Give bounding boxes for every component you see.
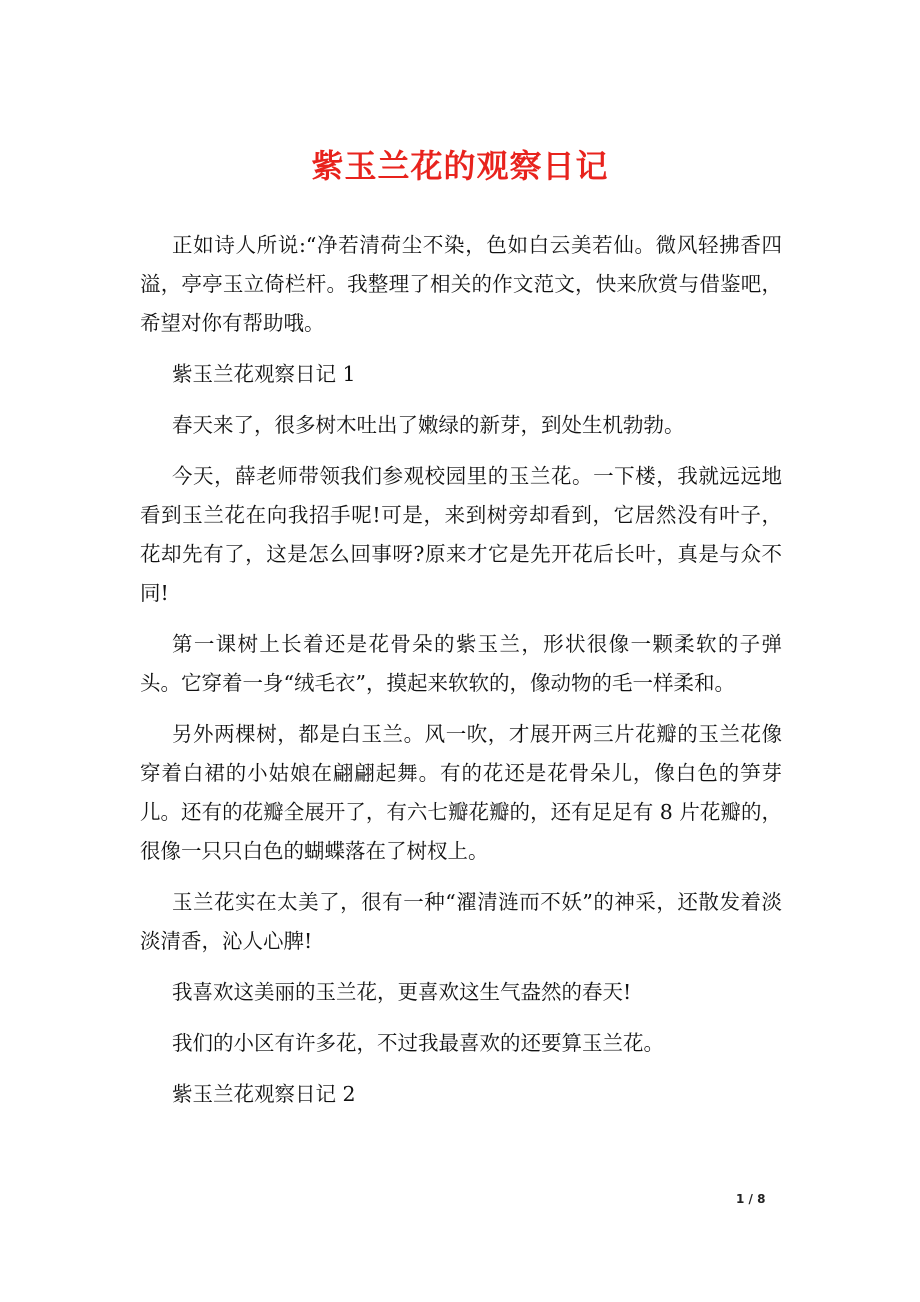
document-title: 紫玉兰花的观察日记 [311,147,609,185]
section-heading: 紫玉兰花观察日记 1 [172,362,356,386]
body-paragraph: 春天来了，很多树木吐出了嫩绿的新芽，到处生机勃勃。 [172,413,685,437]
body-paragraph: 第一课树上长着还是花骨朵的紫玉兰，形状很像一颗柔软的子弹头。它穿着一身“绒毛衣”，摸起来软软的，像动物的毛一样柔和。 [140,632,782,695]
body-paragraph: 我喜欢这美丽的玉兰花，更喜欢这生气盎然的春天! [172,980,632,1004]
document-body [140,226,782,1126]
page-number: 1 / 8 [736,1192,766,1206]
body-paragraph: 玉兰花实在太美了，很有一种“濯清涟而不妖”的神采，还散发着淡淡清香，沁人心脾! [140,890,782,953]
body-paragraph: 今天，薛老师带领我们参观校园里的玉兰花。一下楼，我就远远地看到玉兰花在向我招手呢!可是，来到树旁却看到，它居然没有叶子，花却先有了，这是怎么回事呀?原来才它是先开花后长叶，真是与众不同! [140,464,782,605]
intro-paragraph: 正如诗人所说:“净若清荷尘不染，色如白云美若仙。微风轻拂香四溢，亭亭玉立倚栏杆。我整理了相关的作文范文，快来欣赏与借鉴吧，希望对你有帮助哦。 [140,233,782,335]
body-paragraph: 我们的小区有许多花，不过我最喜欢的还要算玉兰花。 [172,1031,664,1055]
section-heading: 紫玉兰花观察日记 2 [172,1082,356,1106]
body-paragraph: 另外两棵树，都是白玉兰。风一吹，才展开两三片花瓣的玉兰花像穿着白裙的小姑娘在翩翩起舞。有的花还是花骨朵儿，像白色的笋芽儿。还有的花瓣全展开了，有六七瓣花瓣的，还有足足有 8 片花瓣的，很像一只只白色的蝴蝶落在了树杈上。 [140,722,782,863]
